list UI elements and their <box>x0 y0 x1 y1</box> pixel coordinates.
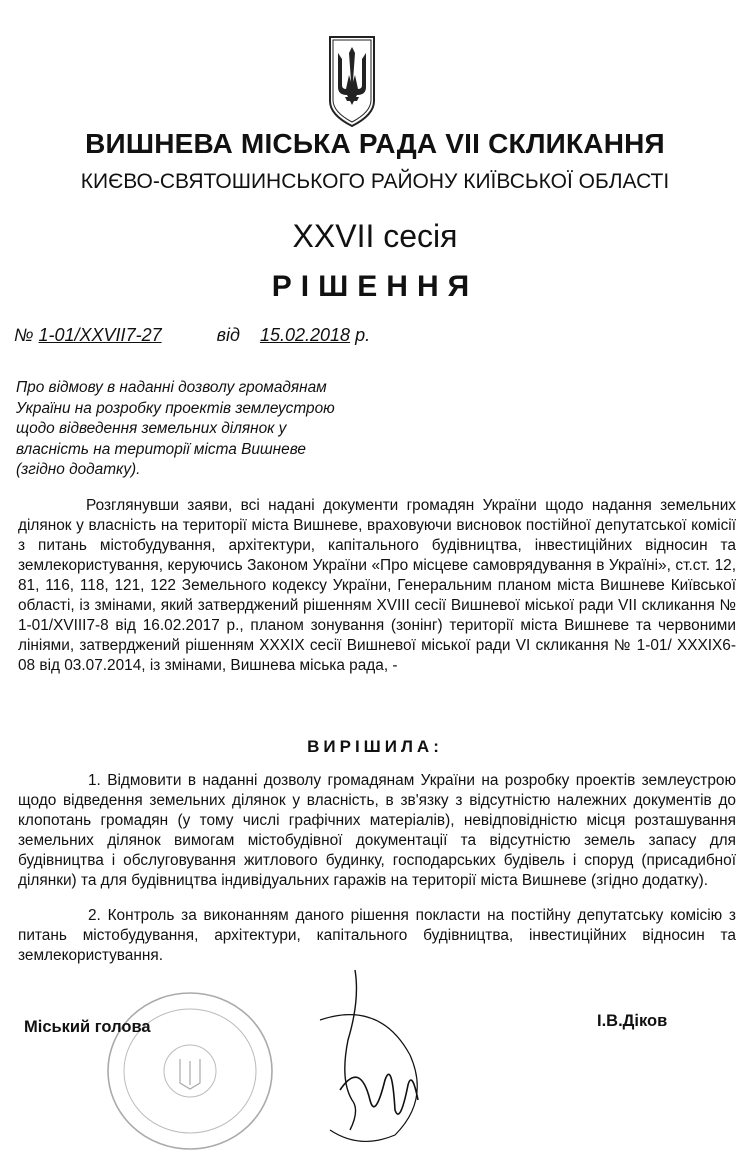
document-type: РІШЕННЯ <box>271 270 479 303</box>
signature-name: І.В.Діков <box>597 1012 668 1030</box>
district-subtitle: КИЄВО-СВЯТОШИНСЬКОГО РАЙОНУ КИЇВСЬКОЇ ОБЛАСТІ <box>80 170 670 193</box>
decision-number-line <box>14 325 370 346</box>
date-suffix: р. <box>355 325 371 345</box>
council-title: ВИШНЕВА МІСЬКА РАДА VII СКЛИКАННЯ <box>85 128 665 159</box>
preamble-paragraph: Розглянувши заяви, всі надані документи громадян України щодо надання земельних ділянок у власність на території міста Вишневе, враховуючи висновок постійної депутатської комісії з питань містобудування, архітектури, капітального будівництва, інвестиційних відносин та землекористування, керуючись Законом України «Про місцеве самоврядування в Україні», ст.ст. 12, 81, 116, 118, 121, 122 Земельного кодексу України, Генеральним планом міста Вишневе Київської області, із змінами, який затверджений рішенням XVIII сесії Вишневої міської ради VII скликання № 1-01/XVIII7-8 від 16.02.2017 р., планом зонування (зонінг) території міста Вишневе та червоними лініями, затверджений рішенням XXXIX сесії Вишневої міської ради VI скликання № 1-01/ XXXIX6-08 від 03.07.2014, із змінами, Вишнева міська рада, - <box>18 497 736 674</box>
decision-subject: Про відмову в наданні дозволу громадянам України на розробку проектів землеустрою щодо відведення земельних ділянок у власність на території міста Вишневе (згідно додатку). <box>16 379 335 478</box>
session-title: XXVII сесія <box>292 218 458 254</box>
signature-role: Міський голова <box>24 1018 151 1036</box>
trident-coat-of-arms-icon <box>327 35 377 128</box>
decision-item-1: 1. Відмовити в наданні дозволу громадянам України на розробку проектів землеустрою щодо відведення земельних ділянок у власність, в зв'язку з відсутністю належних документів до клопотань громадян (у тому числі графічних матеріалів), невідповідністю місця розташування земельних ділянок вимогам містобудівної документації та відсутністю земель запасу для будівництва і обслуговування житлового будинку, господарських будівель і споруд (присадибної ділянки) та для будівництва індивідуальних гаражів на території міста Вишневе (згідно додатку). <box>18 772 736 889</box>
handwritten-signature <box>300 960 450 1150</box>
decision-date: 15.02.2018 <box>259 325 351 345</box>
official-stamp <box>100 985 280 1153</box>
number-prefix: № <box>14 325 34 345</box>
decision-number: 1-01/XXVII7-27 <box>38 325 162 345</box>
decision-item-2: 2. Контроль за виконанням даного рішення покласти на постійну депутатську комісію з питань містобудування, архітектури, капітального будівництва, інвестиційних відносин та землекористування. <box>18 907 736 964</box>
date-word: від <box>216 325 240 345</box>
decided-heading: ВИРІШИЛА: <box>307 737 443 756</box>
